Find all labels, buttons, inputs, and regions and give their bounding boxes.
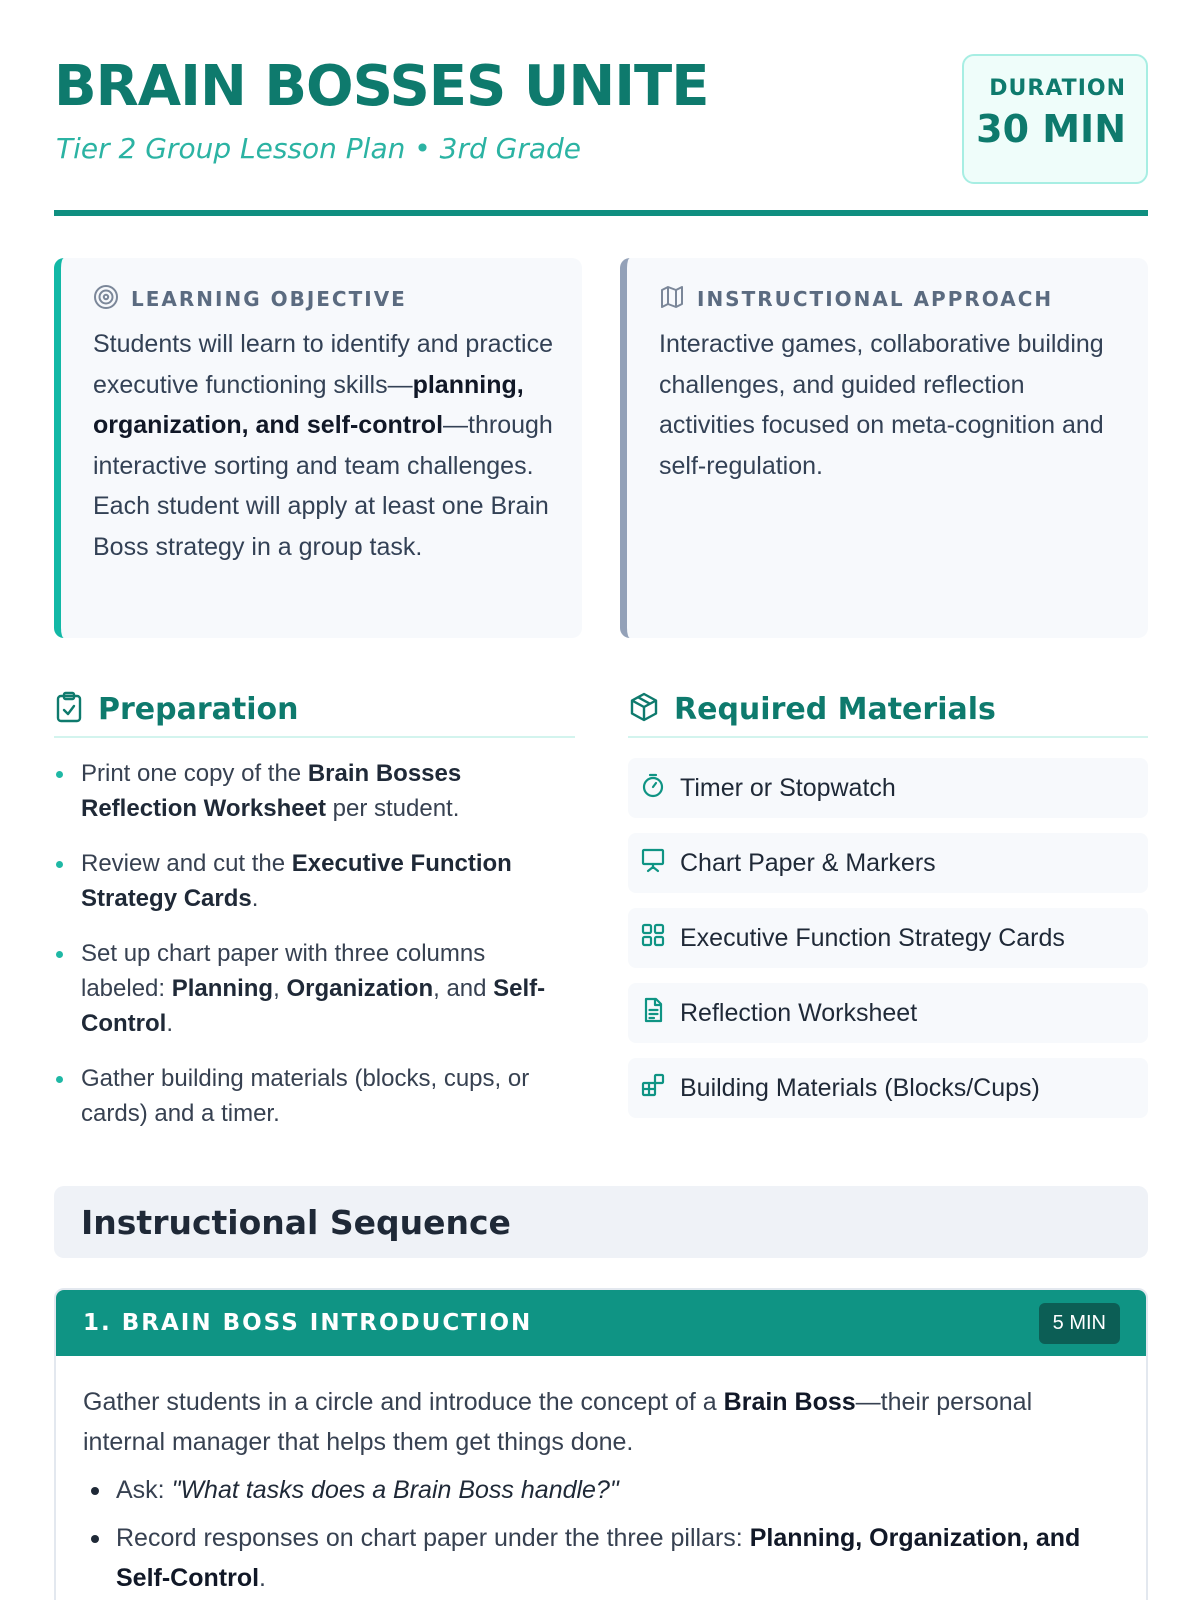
list-item: Print one copy of the Brain Bosses Reflection Worksheet per student. [54, 756, 575, 826]
instructional-approach-text: Interactive games, collaborative building challenges, and guided reflection activities focused on meta-cognition and self-regulation. [659, 330, 1104, 480]
instructional-approach-card [620, 258, 1148, 638]
page-header [54, 50, 1148, 216]
material-label: Chart Paper & Markers [680, 848, 936, 877]
learning-objective-text: Students will learn to identify and practice executive functioning skills—planning, organization, and self-control—through interactive sorting and team challenges. Each student will apply at least one Brain Boss strategy in a group task. [93, 330, 553, 561]
materials-title: Required Materials [674, 691, 996, 727]
map-icon [659, 284, 685, 315]
duration-label: DURATION [989, 76, 1126, 101]
page-title: BRAIN BOSSES UNITE [54, 54, 709, 119]
blocks-icon [640, 1072, 666, 1105]
page-subtitle: Tier 2 Group Lesson Plan • 3rd Grade [56, 132, 582, 165]
material-building-materials [628, 1058, 1148, 1118]
instructional-sequence-heading [54, 1186, 1148, 1258]
instructional-approach-label: INSTRUCTIONAL APPROACH [697, 287, 1054, 311]
step-body [56, 1356, 1146, 1598]
timer-icon [640, 772, 666, 805]
duration-value: 30 MIN [976, 107, 1126, 151]
list-item: Set up chart paper with three columns labeled: Planning, Organization, and Self-Control. [54, 936, 575, 1041]
step-title: 1. BRAIN BOSS INTRODUCTION [83, 1310, 533, 1336]
material-label: Executive Function Strategy Cards [680, 923, 1065, 952]
step-intro: Gather students in a circle and introduce the concept of a Brain Boss—their personal internal manager that helps them get things done. [83, 1388, 1033, 1456]
grid-icon [640, 922, 666, 955]
material-strategy-cards [628, 908, 1148, 968]
list-item: Ask: "What tasks does a Brain Boss handle?" [83, 1470, 1119, 1510]
material-label: Building Materials (Blocks/Cups) [680, 1073, 1040, 1102]
list-item: Review and cut the Executive Function Strategy Cards. [54, 846, 575, 916]
material-reflection-worksheet [628, 983, 1148, 1043]
materials-heading [628, 688, 1148, 738]
step-header [56, 1290, 1146, 1356]
learning-objective-card [54, 258, 582, 638]
package-icon [628, 691, 660, 728]
material-label: Timer or Stopwatch [680, 773, 896, 802]
learning-objective-label: LEARNING OBJECTIVE [131, 287, 407, 311]
preparation-list [54, 756, 575, 1151]
step-time-badge: 5 MIN [1039, 1303, 1120, 1344]
sequence-step-1 [54, 1288, 1148, 1600]
preparation-heading [54, 688, 575, 738]
presentation-icon [640, 847, 666, 880]
list-item: Gather building materials (blocks, cups, or cards) and a timer. [54, 1061, 575, 1131]
material-chart-paper [628, 833, 1148, 893]
materials-list [628, 758, 1148, 1133]
material-timer [628, 758, 1148, 818]
instructional-sequence-title: Instructional Sequence [81, 1202, 511, 1242]
target-icon [93, 284, 119, 315]
clipboard-check-icon [54, 691, 84, 728]
file-text-icon [640, 997, 666, 1030]
preparation-title: Preparation [98, 691, 299, 727]
list-item: Record responses on chart paper under the three pillars: Planning, Organization, and Self-Control. [83, 1518, 1119, 1598]
duration-box [962, 54, 1148, 184]
material-label: Reflection Worksheet [680, 998, 918, 1027]
